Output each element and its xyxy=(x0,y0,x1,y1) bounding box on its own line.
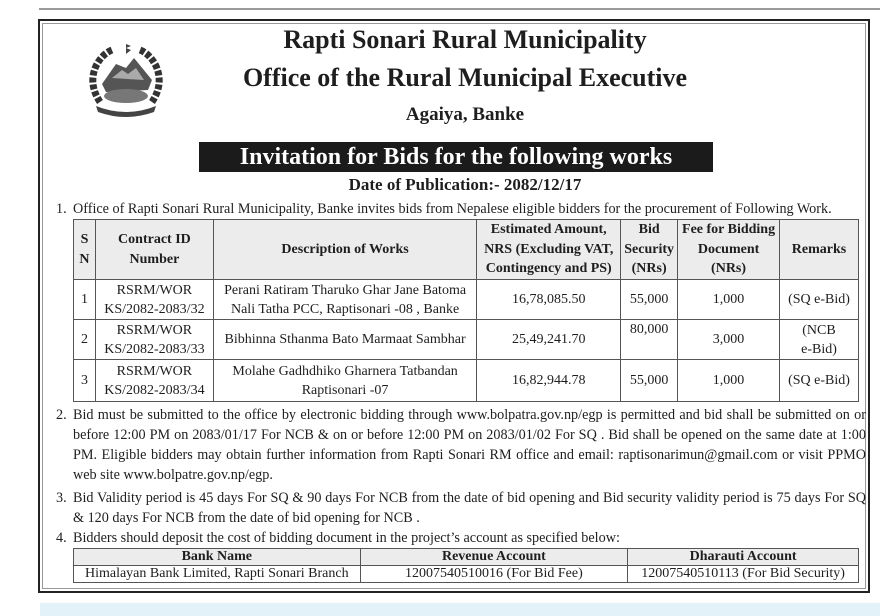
paragraph-text: Bid must be submitted to the office by electronic bidding through www.bolpatra.gov.np/egp is permitted and bid shall be submitted on or before 12:00 PM on 2083/01/17 For NCB & on or before 12:00 PM on 2083/01/02 For SQ . Bid shall be opened on the same date at 1:00 PM. Eligible bidders may obtain further information from Rapti Sonari RM office and email: raptisonarimun@gmail.com or visit PPMO web site www.bolpatre.gov.np/egp. xyxy=(73,407,866,483)
cell-revenue-account: 12007540510016 (For Bid Fee) xyxy=(360,566,628,583)
paragraph-1 xyxy=(56,199,866,219)
cell-contract-id: RSRM/WOR KS/2082-2083/33 xyxy=(95,320,213,360)
paragraph-3 xyxy=(56,488,866,528)
cell-bid-security: 55,000 xyxy=(621,280,678,320)
table-header-row xyxy=(74,220,859,280)
col-fee: Fee for Bidding Document (NRs) xyxy=(678,220,780,280)
col-sn: S N xyxy=(74,220,96,280)
cell-remarks: (SQ e-Bid) xyxy=(780,360,859,402)
cell-remarks: (NCB e-Bid) xyxy=(780,320,859,360)
col-description: Description of Works xyxy=(213,220,476,280)
paragraph-number: 2. xyxy=(56,407,67,423)
col-bid-security: Bid Security (NRs) xyxy=(621,220,678,280)
cell-fee: 1,000 xyxy=(678,360,780,402)
col-estimated-amount: Estimated Amount, NRS (Excluding VAT, Contingency and PS) xyxy=(477,220,621,280)
cell-remarks: (SQ e-Bid) xyxy=(780,280,859,320)
office-name: Office of the Rural Municipal Executive xyxy=(242,63,688,92)
works-table xyxy=(73,219,859,402)
bottom-strip xyxy=(40,603,880,616)
cell-description: Molahe Gadhdhiko Gharnera Tatbandan Raptisonari -07 xyxy=(213,360,476,402)
cell-sn: 3 xyxy=(74,360,96,402)
col-remarks: Remarks xyxy=(780,220,859,280)
paragraph-2 xyxy=(56,405,866,485)
paragraph-text: Bid Validity period is 45 days For SQ & 90 days For NCB from the date of bid opening and Bid security validity period is 75 days For SQ & 120 days For NCB from the date of bid opening for NCB . xyxy=(73,490,866,526)
municipality-name: Rapti Sonari Rural Municipality xyxy=(283,25,647,54)
table-row xyxy=(74,360,859,402)
table-row xyxy=(74,280,859,320)
bank-row xyxy=(74,566,859,583)
notice-banner: Invitation for Bids for the following works xyxy=(199,142,713,172)
bank-header-row xyxy=(74,549,859,566)
bank-account-table xyxy=(73,548,859,583)
cell-bid-security: 55,000 xyxy=(621,360,678,402)
paragraph-text: Bidders should deposit the cost of bidding document in the project’s account as specified below: xyxy=(73,530,620,546)
col-contract-id: Contract ID Number xyxy=(95,220,213,280)
paragraph-number: 4. xyxy=(56,530,67,546)
paragraph-number: 3. xyxy=(56,490,67,506)
col-dharauti-account: Dharauti Account xyxy=(628,549,859,566)
cell-bank-name: Himalayan Bank Limited, Rapti Sonari Branch xyxy=(74,566,361,583)
col-revenue-account: Revenue Account xyxy=(360,549,628,566)
paragraph-number: 1. xyxy=(56,201,67,217)
col-bank-name: Bank Name xyxy=(74,549,361,566)
publication-date: Date of Publication:- 2082/12/17 xyxy=(348,175,582,194)
paragraph-text: Office of Rapti Sonari Rural Municipality, Banke invites bids from Nepalese eligible bidders for the procurement of Following Work. xyxy=(73,201,832,217)
cell-description: Perani Ratiram Tharuko Ghar Jane Batoma Nali Tatha PCC, Raptisonari -08 , Banke xyxy=(213,280,476,320)
cell-fee: 3,000 xyxy=(678,320,780,360)
cell-dharauti-account: 12007540510113 (For Bid Security) xyxy=(628,566,859,583)
cell-sn: 1 xyxy=(74,280,96,320)
cell-contract-id: RSRM/WOR KS/2082-2083/32 xyxy=(95,280,213,320)
nepal-government-emblem-icon xyxy=(82,40,170,120)
cell-fee: 1,000 xyxy=(678,280,780,320)
cell-contract-id: RSRM/WOR KS/2082-2083/34 xyxy=(95,360,213,402)
cell-estimated-amount: 25,49,241.70 xyxy=(477,320,621,360)
cell-estimated-amount: 16,82,944.78 xyxy=(477,360,621,402)
cell-description: Bibhinna Sthanma Bato Marmaat Sambhar xyxy=(213,320,476,360)
cell-sn: 2 xyxy=(74,320,96,360)
paragraph-4 xyxy=(56,528,866,548)
office-location: Agaiya, Banke xyxy=(405,104,525,125)
cell-estimated-amount: 16,78,085.50 xyxy=(477,280,621,320)
table-row xyxy=(74,320,859,360)
cell-bid-security: 80,000 xyxy=(621,320,678,360)
top-rule xyxy=(39,8,880,10)
